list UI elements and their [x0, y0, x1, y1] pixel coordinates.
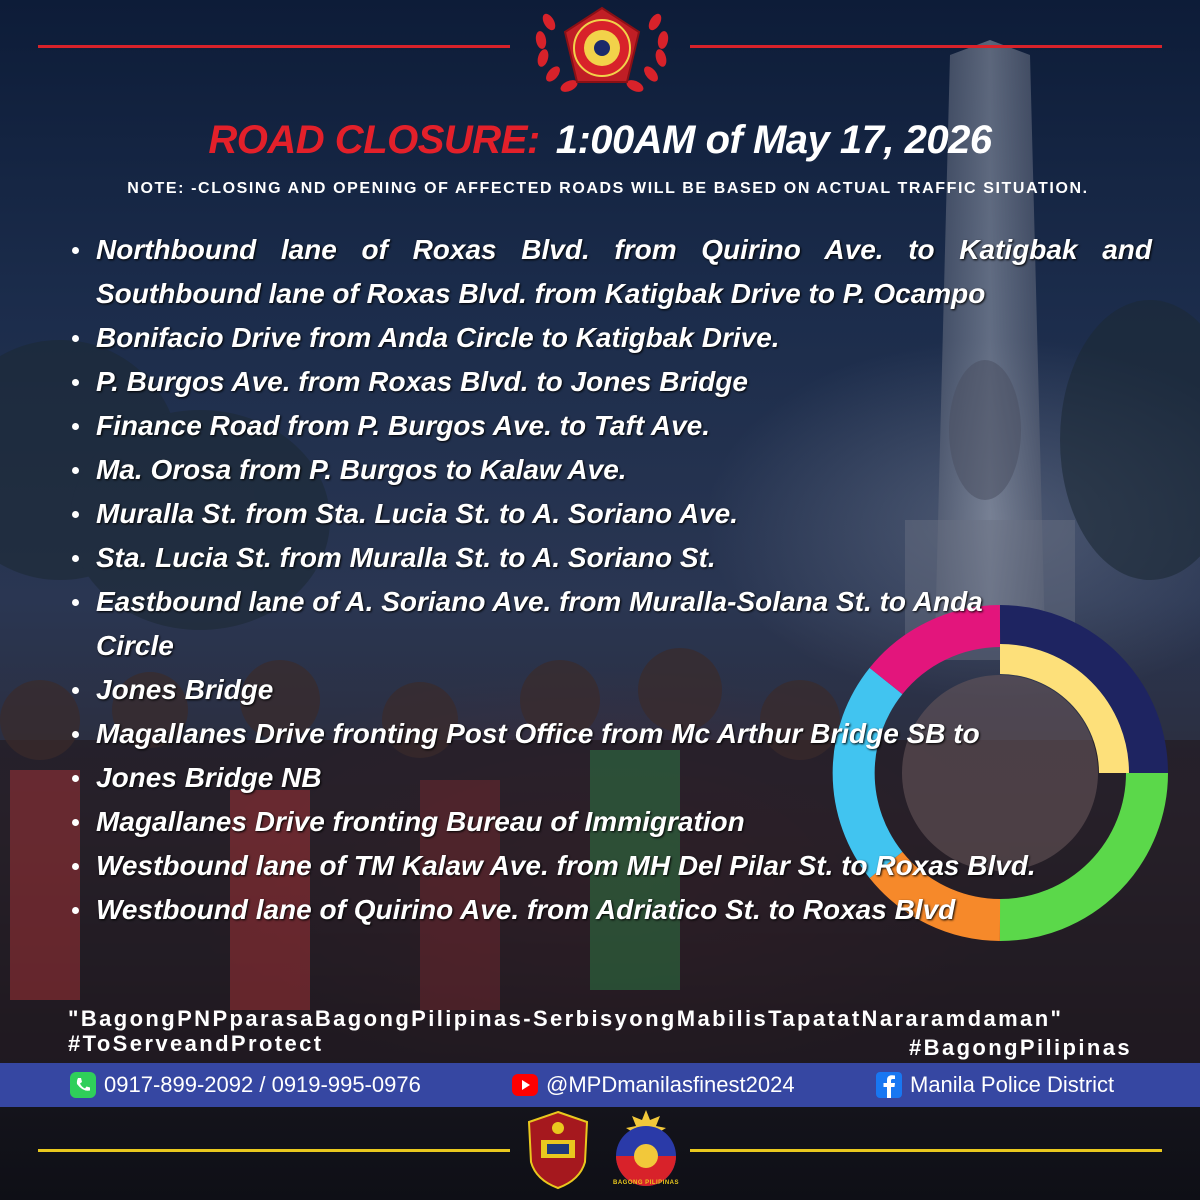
bullet-icon — [72, 247, 79, 254]
header-rule-left — [38, 45, 510, 48]
headline-datetime: 1:00AM of May 17, 2026 — [555, 118, 992, 162]
list-item: Magallanes Drive fronting Bureau of Immigration — [70, 800, 1152, 844]
pnp-motto: "BagongPNPparasaBagongPilipinas-SerbisyongMabilisTapatatNararamdaman" — [68, 1006, 1064, 1031]
facebook-page-name: Manila Police District — [910, 1072, 1115, 1097]
whatsapp-phone-icon — [70, 1072, 96, 1098]
manilas-finest-badge-logo — [525, 1110, 591, 1190]
youtube-handle: @MPDmanilasfinest2024 — [546, 1072, 795, 1097]
headline-label: ROAD CLOSURE: — [208, 118, 540, 162]
bullet-icon — [72, 687, 79, 694]
list-item: Finance Road from P. Burgos Ave. to Taft Ave. — [70, 404, 1152, 448]
header-rule-right — [690, 45, 1162, 48]
hashtag-serve-protect: #ToServeandProtect — [68, 1031, 324, 1056]
list-item: Magallanes Drive fronting Post Office from Mc Arthur Bridge SB to — [70, 712, 1152, 756]
bullet-icon — [72, 467, 79, 474]
road-closure-list — [70, 228, 1152, 932]
contact-youtube[interactable] — [512, 1071, 795, 1099]
facebook-icon — [876, 1072, 902, 1098]
headline — [0, 118, 1200, 163]
pnp-seal-logo — [527, 2, 677, 98]
bullet-icon — [72, 555, 79, 562]
bullet-icon — [72, 819, 79, 826]
bullet-icon — [72, 423, 79, 430]
bullet-icon — [72, 775, 79, 782]
list-item: Jones Bridge NB — [70, 756, 1152, 800]
bullet-icon — [72, 731, 79, 738]
list-item: Sta. Lucia St. from Muralla St. to A. Soriano St. — [70, 536, 1152, 580]
list-item: Jones Bridge — [70, 668, 1152, 712]
bullet-icon — [72, 907, 79, 914]
hashtag-bagong-pilipinas: #BagongPilipinas — [909, 1035, 1132, 1060]
bagong-pilipinas-caption: BAGONG PILIPINAS — [612, 1180, 679, 1186]
footer-rule-right — [690, 1149, 1162, 1152]
contact-facebook[interactable] — [876, 1071, 1114, 1099]
list-item: P. Burgos Ave. from Roxas Blvd. to Jones Bridge — [70, 360, 1152, 404]
list-item: Muralla St. from Sta. Lucia St. to A. Soriano Ave. — [70, 492, 1152, 536]
phone-numbers: 0917-899-2092 / 0919-995-0976 — [104, 1072, 421, 1097]
list-item: Westbound lane of Quirino Ave. from Adriatico St. to Roxas Blvd — [70, 888, 1152, 932]
bullet-icon — [72, 511, 79, 518]
list-item: Bonifacio Drive from Anda Circle to Katigbak Drive. — [70, 316, 1152, 360]
traffic-note: NOTE: -CLOSING AND OPENING OF AFFECTED ROADS WILL BE BASED ON ACTUAL TRAFFIC SITUATION. — [127, 180, 1089, 197]
list-item: Northbound lane of Roxas Blvd. from Quirino Ave. to Katigbak and Southbound lane of Roxas Blvd. from Katigbak Drive to P. Ocampo — [70, 228, 1152, 316]
youtube-icon — [512, 1072, 538, 1098]
bullet-icon — [72, 379, 79, 386]
bullet-icon — [72, 599, 79, 606]
contact-phone[interactable] — [70, 1071, 421, 1099]
bullet-icon — [72, 863, 79, 870]
bullet-icon — [72, 335, 79, 342]
list-item: Westbound lane of TM Kalaw Ave. from MH Del Pilar St. to Roxas Blvd. — [70, 844, 1066, 888]
list-item: Eastbound lane of A. Soriano Ave. from Muralla-Solana St. to Anda Circle — [70, 580, 1006, 668]
contact-bar — [0, 1063, 1200, 1107]
list-item: Ma. Orosa from P. Burgos to Kalaw Ave. — [70, 448, 1152, 492]
footer-rule-left — [38, 1149, 510, 1152]
